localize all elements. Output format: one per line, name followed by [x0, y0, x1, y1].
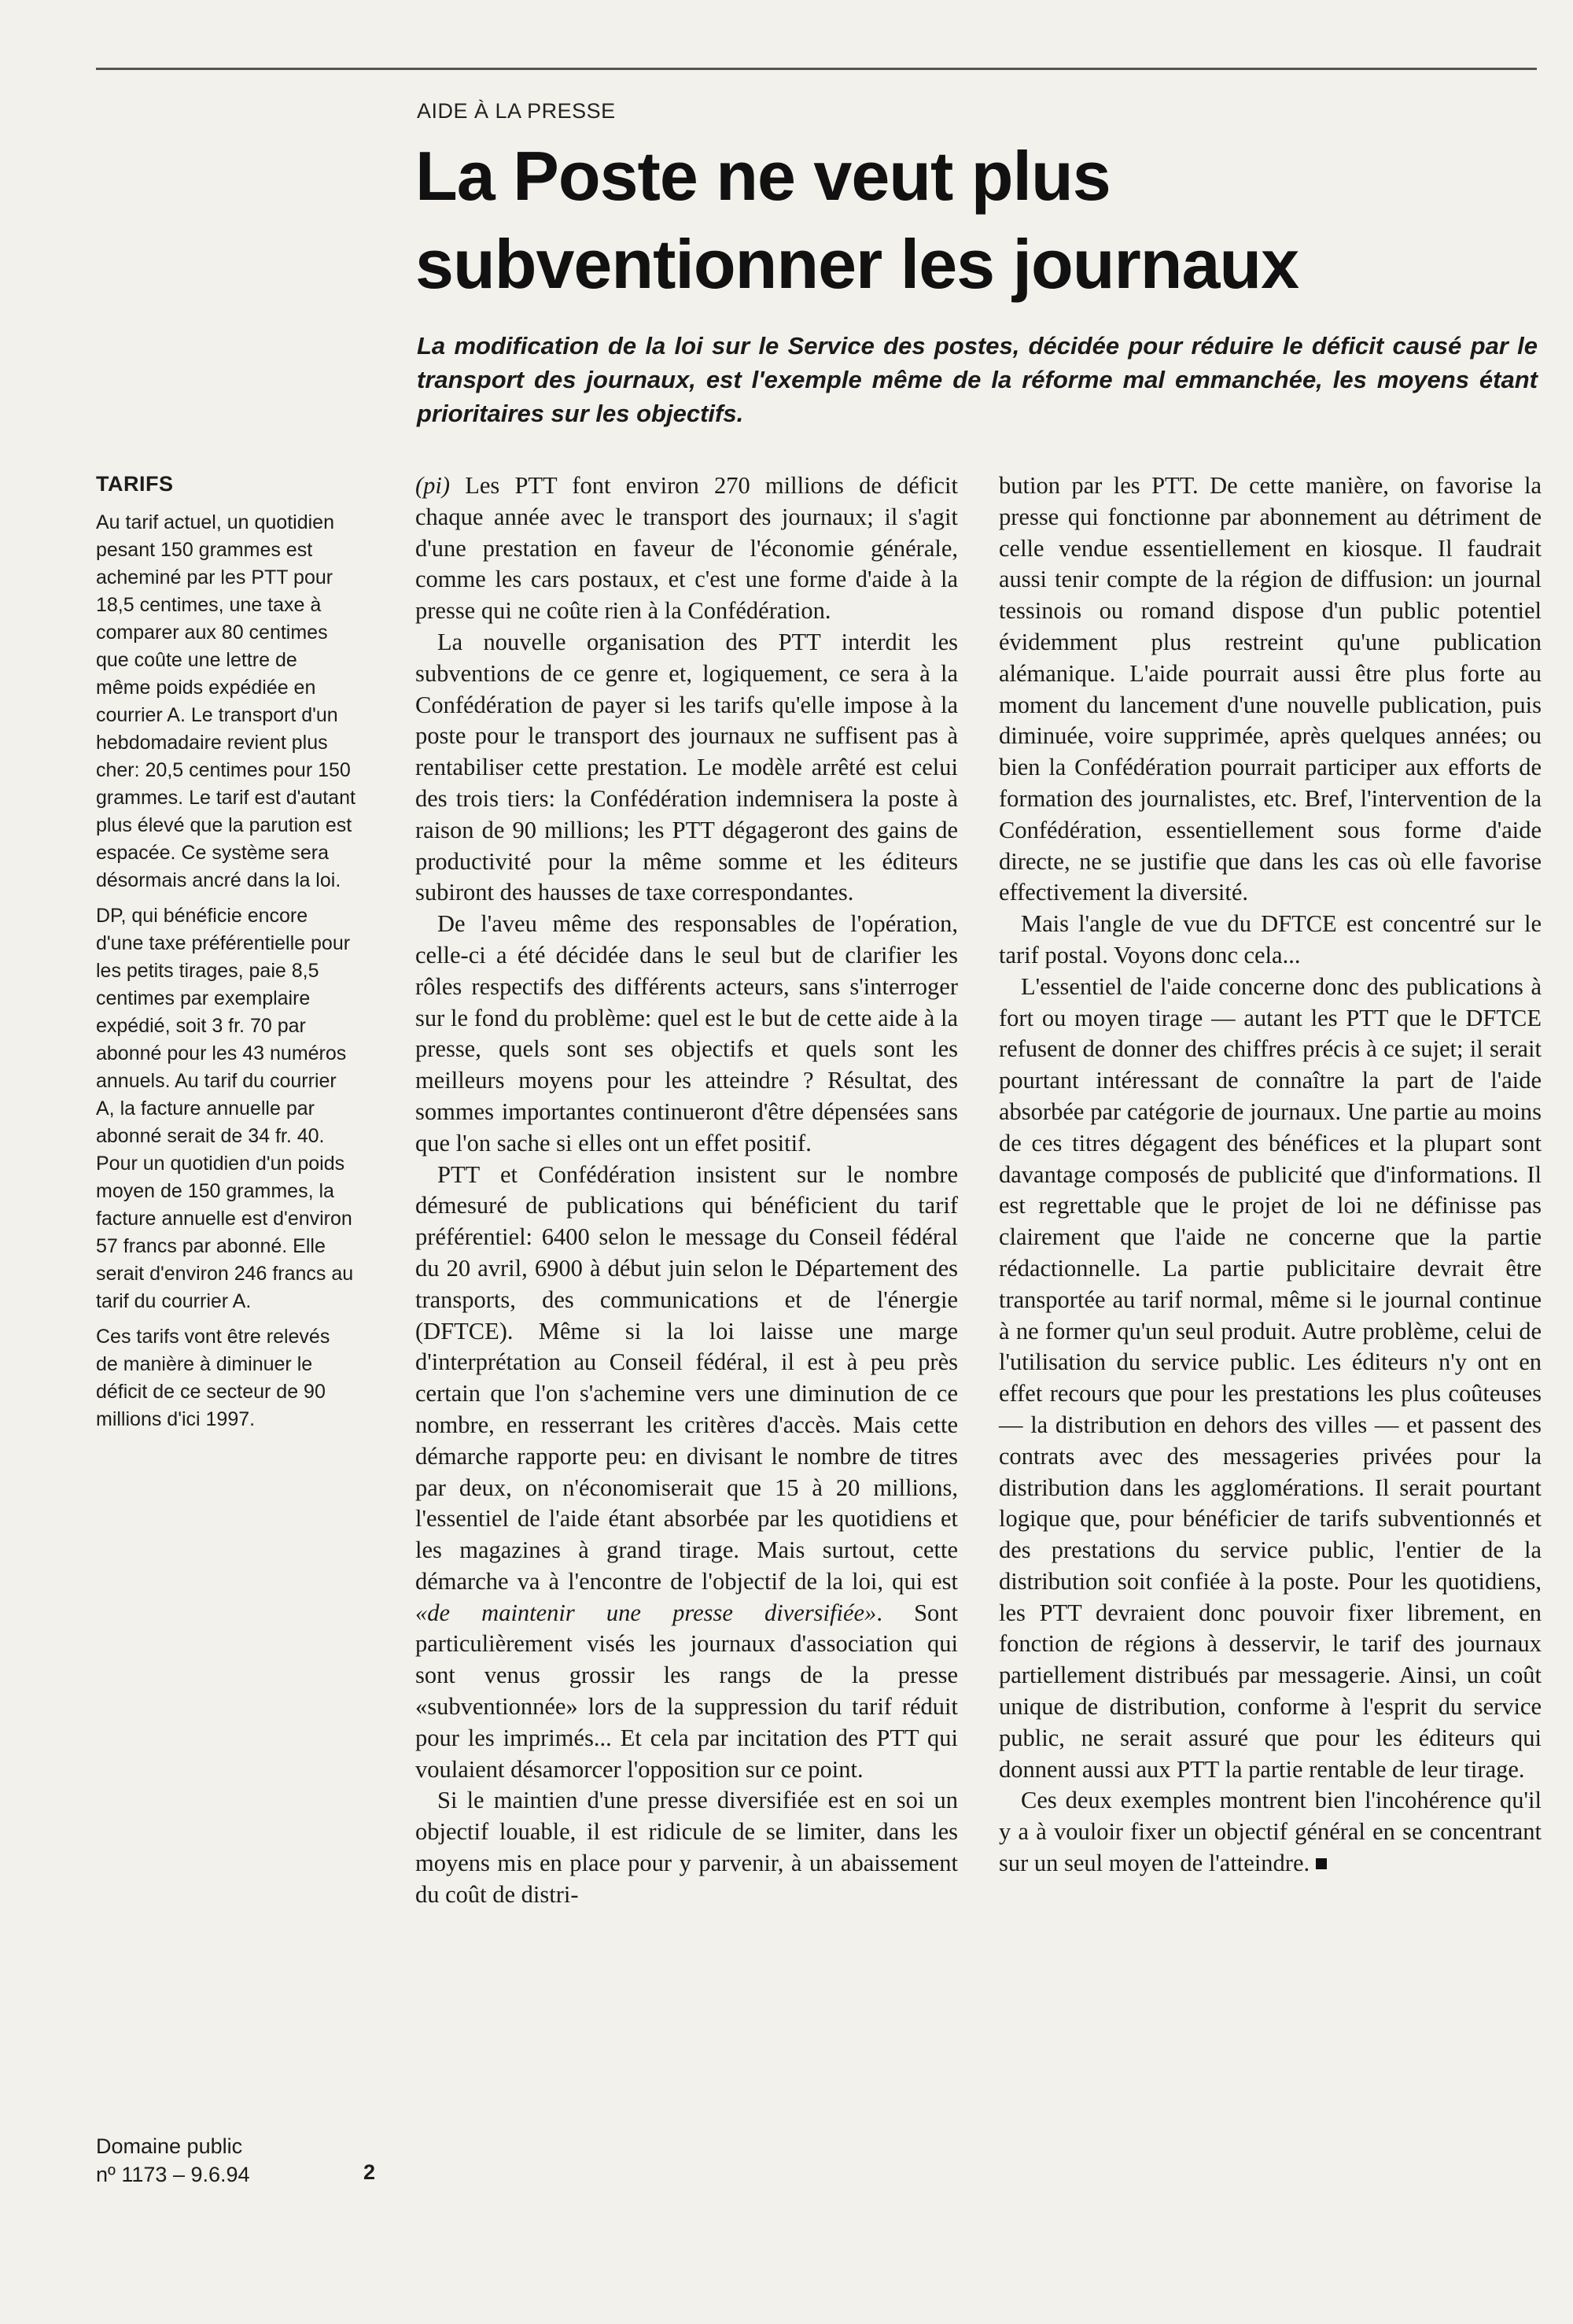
paragraph-text: Ces deux exemples montrent bien l'incohérence qu'il y a à vouloir fixer un objectif général en se concentrant sur un seul moyen de l'atteindre. [999, 1787, 1542, 1877]
article-paragraph: bution par les PTT. De cette manière, on favorise la presse qui fonctionne par abonnement au détriment de celle vendue essentiellement en kiosque. Il faudrait aussi tenir compte de la région de diffusion: un journal tessinois ou romand dispose d'un public potentiel évidemment plus restreint qu'une publication alémanique. L'aide pourrait aussi être plus forte au moment du lancement d'une nouvelle publication, puis diminuée, voire supprimée, après quelques années; ou bien la Confédération pourrait participer aux efforts de formation des journalistes, etc. Bref, l'intervention de la Confédération, essentiellement sous forme d'aide directe, ne se justifie que dans les cas où elle favorise effectivement la diversité. [999, 472, 1542, 906]
lead-paragraph: La modification de la loi sur le Service des postes, décidée pour réduire le déficit causé par le transport des journaux, est l'exemple même de la réforme mal emmanchée, les moyens étant prioritaires sur les objectifs. [417, 332, 1538, 427]
article-paragraph [415, 1160, 958, 1786]
footer-publication [96, 2132, 250, 2189]
paragraph-text: . Sont particulièrement visés les journaux d'association qui sont venus grossir les rangs de la presse «subventionnée» lors de la suppression du tarif réduit pour les imprimés... Et cela par incitation des PTT qui voulaient désamorcer l'opposition sur ce point. [415, 1599, 959, 1783]
article-paragraph [999, 1785, 1542, 1879]
issue-number: nº 1173 – 9.6.94 [96, 2163, 250, 2186]
paragraph-text: PTT et Confédération insistent sur le nombre démesuré de publications qui bénéficient du tarif préférentiel: 6400 selon le message du Conseil fédéral du 20 avril, 6900 à début juin selon le Département des transports, des communications et de l'énergie (DFTCE). Même si la loi laisse une marge d'interprétation au Conseil fédéral, il est à peu près certain que l'on s'achemine vers une diminution de ce nombre, en resserrant les critères d'accès. Mais cette démarche rapporte peu: en divisant le nombre de titres par deux, on n'économiserait que 15 à 20 millions, l'essentiel de l'aide étant absorbée par les quotidiens et les magazines à grand tirage. Mais surtout, cette démarche va à l'encontre de l'objectif de la loi, qui est [415, 1160, 958, 1595]
paragraph-text: Les PTT font environ 270 millions de déficit chaque année avec le transport des journaux; il s'agit d'une prestation en faveur de l'économie générale, comme les cars postaux, et c'est une forme d'aide à la presse qui ne coûte rien à la Confédération. [415, 472, 958, 625]
article-paragraph: La nouvelle organisation des PTT interdit les subventions de ce genre et, logiquement, ce sera à la Confédération de payer si les tarifs qu'elle impose à la poste pour le transport des journaux ne suffisent pas à rentabiliser cette prestation. Le modèle arrêté est celui des trois tiers: la Confédération indemnisera la poste à raison de 90 millions; les PTT dégageront des gains de productivité pour la même somme et les éditeurs subiront des hausses de taxe correspondantes. [415, 628, 958, 906]
article-paragraph: L'essentiel de l'aide concerne donc des publications à fort ou moyen tirage — autant les PTT que le DFTCE refusent de donner des chiffres précis à ce sujet; il serait pourtant intéressant de connaître la part de l'aide absorbée par catégorie de journaux. Une partie au moins de ces titres dégagent des bénéfices et la plupart sont davantage composés de publicité que d'informations. Il est regrettable que le projet de loi ne définisse pas clairement que l'aide ne concerne que la partie rédactionnelle. La partie publicitaire devrait être transportée au tarif normal, même si le journal continue à ne former qu'un seul produit. Autre problème, celui de l'utilisation du service public. Les éditeurs n'y ont en effet recours que pour les prestations les plus coûteuses — la distribution en dehors des villes — et passent des contrats avec des messageries privées pour la distribution dans les agglomérations. Il serait pourtant logique que, pour bénéficier de tarifs subventionnés et des prestations du service public, l'entier de la distribution soit confiée à la poste. Pour les quotidiens, les PTT devraient donc pouvoir fixer librement, en fonction de régions à desservir, le tarif des journaux partiellement distribués par messagerie. Ainsi, un coût unique de distribution, conforme à l'esprit du service public, ne serait assuré que pour les éditeurs qui donnent aussi aux PTT la partie rentable de leur tirage. [999, 972, 1542, 1783]
article-paragraph: Si le maintien d'une presse diversifiée est en soi un objectif louable, il est ridicule de se limiter, dans les moyens mis en place pour y parvenir, à un abaissement du coût de distri- [415, 1787, 958, 1908]
article-column-2 [999, 470, 1542, 1879]
headline [415, 132, 1532, 308]
sidebar-paragraph: DP, qui bénéficie encore d'une taxe préférentielle pour les petits tirages, paie 8,5 centimes par exemplaire expédié, soit 3 fr. 70 par abonné pour les 43 numéros annuels. Au tarif du courrier A, la facture annuelle par abonné serait de 34 fr. 40. Pour un quotidien d'un poids moyen de 150 grammes, la facture annuelle est d'environ 57 francs par abonné. Elle serait d'environ 246 francs au tarif du courrier A. [96, 905, 354, 1312]
top-rule [96, 68, 1537, 70]
article-column-1 [415, 470, 958, 1911]
law-quote: «de maintenir une presse diversifiée» [415, 1599, 877, 1626]
section-kicker: AIDE À LA PRESSE [417, 99, 616, 123]
headline-line-1: La Poste ne veut plus [415, 137, 1111, 215]
publication-name: Domaine public [96, 2134, 243, 2158]
sidebar-paragraph: Ces tarifs vont être relevés de manière à diminuer le déficit de ce secteur de 90 millions d'ici 1997. [96, 1326, 330, 1430]
article-paragraph: De l'aveu même des responsables de l'opération, celle-ci a été décidée dans le seul but de clarifier les rôles respectifs des différents acteurs, sans s'interroger sur le fond du problème: quel est le but de cette aide à la presse, quels sont ses objectifs et quels sont les meilleurs moyens pour les atteindre ? Résultat, des sommes importantes continueront d'être dépensées sans que l'on sache si elles ont un effet positif. [415, 910, 958, 1156]
article-paragraph [415, 470, 958, 627]
article-paragraph: Mais l'angle de vue du DFTCE est concentré sur le tarif postal. Voyons donc cela... [999, 910, 1542, 968]
end-mark-icon [1316, 1858, 1327, 1869]
headline-line-2: subventionner les journaux [415, 225, 1299, 303]
tarifs-sidebar [96, 470, 355, 1441]
sidebar-paragraph: Au tarif actuel, un quotidien pesant 150 grammes est acheminé par les PTT pour 18,5 centimes, une taxe à comparer aux 80 centimes que coûte une lettre de même poids expédiée en courrier A. Le transport d'un hebdomadaire revient plus cher: 20,5 centimes pour 150 grammes. Le tarif est d'autant plus élevé que la parution est espacée. Ce système sera désormais ancré dans la loi. [96, 511, 355, 891]
sidebar-title: TARIFS [96, 472, 174, 496]
author-byline: (pi) [415, 472, 451, 499]
page-number: 2 [363, 2160, 376, 2184]
